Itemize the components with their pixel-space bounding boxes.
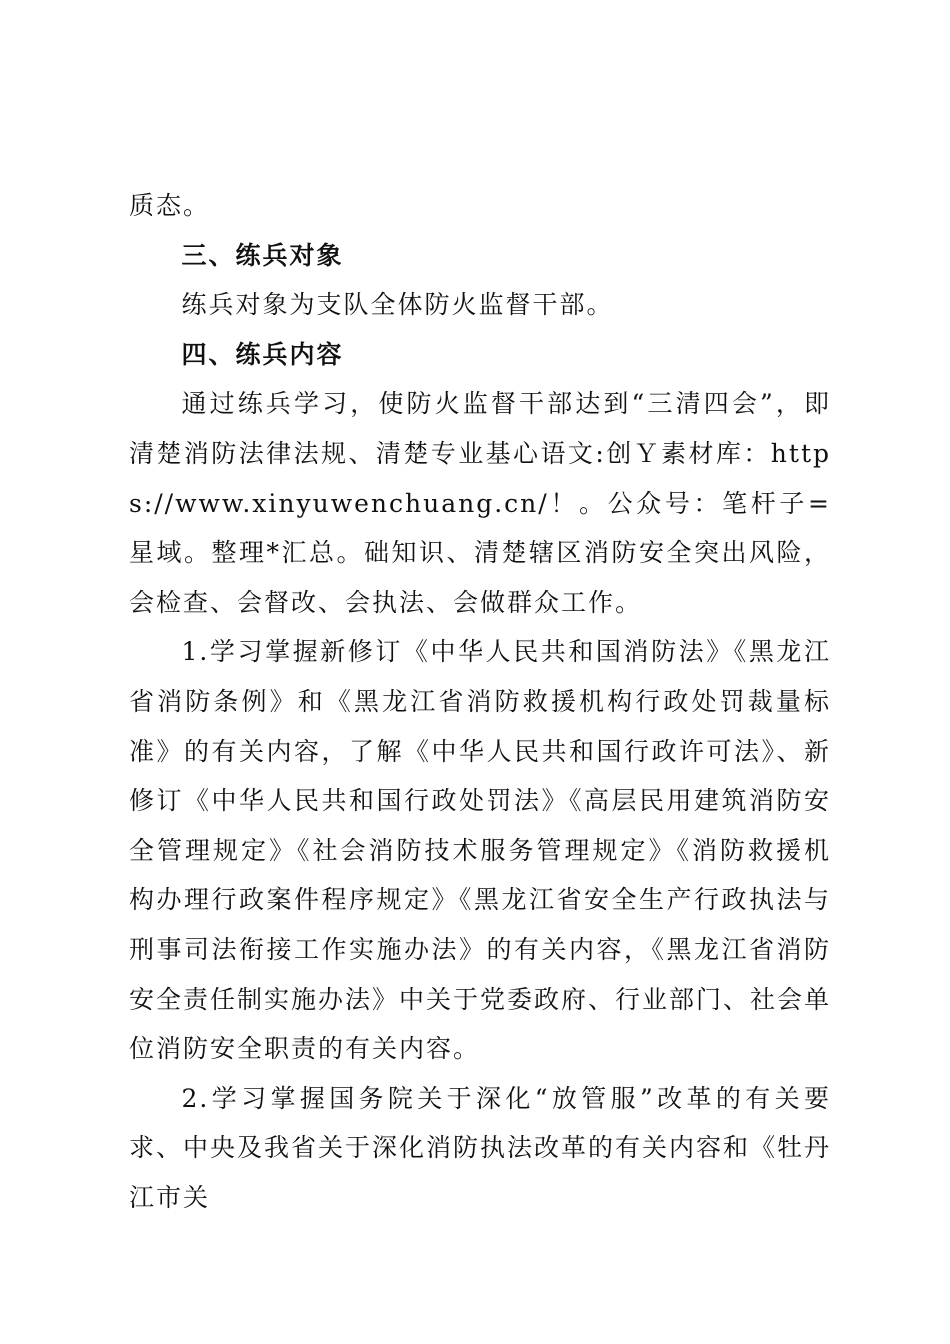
document-body <box>129 181 831 1222</box>
continuation-text: 质态。 <box>129 191 211 220</box>
content-item-two: 2.学习掌握国务院关于深化“放管服”改革的有关要求、中央及我省关于深化消防执法改革的有关内容和《牡丹江市关 <box>129 1083 832 1212</box>
training-content-paragraph: 通过练兵学习，使防火监督干部达到“三清四会”，即清楚消防法律法规、清楚专业基心语文:创Ｙ素材库：https://www.xinyuwenchuang.cn/！。公众号：笔杆子=星域。整理*汇总。础知识、清楚辖区消防安全突出风险，会检查、会督改、会执法、会做群众工作。 <box>129 389 831 617</box>
section-heading-three: 三、练兵对象 <box>181 240 344 270</box>
section-heading-four: 四、练兵内容 <box>181 339 344 369</box>
content-item-one: 1.学习掌握新修订《中华人民共和国消防法》《黑龙江省消防条例》和《黑龙江省消防救援机构行政处罚裁量标准》的有关内容，了解《中华人民共和国行政许可法》、新修订《中华人民共和国行政处罚法》《高层民用建筑消防安全管理规定》《社会消防技术服务管理规定》《消防救援机构办理行政案件程序规定》《黑龙江省安全生产行政执法与刑事司法衔接工作实施办法》的有关内容，《黑龙江省消防安全责任制实施办法》中关于党委政府、行业部门、社会单位消防安全职责的有关内容。 <box>129 637 832 1064</box>
training-targets-paragraph: 练兵对象为支队全体防火监督干部。 <box>181 290 614 320</box>
